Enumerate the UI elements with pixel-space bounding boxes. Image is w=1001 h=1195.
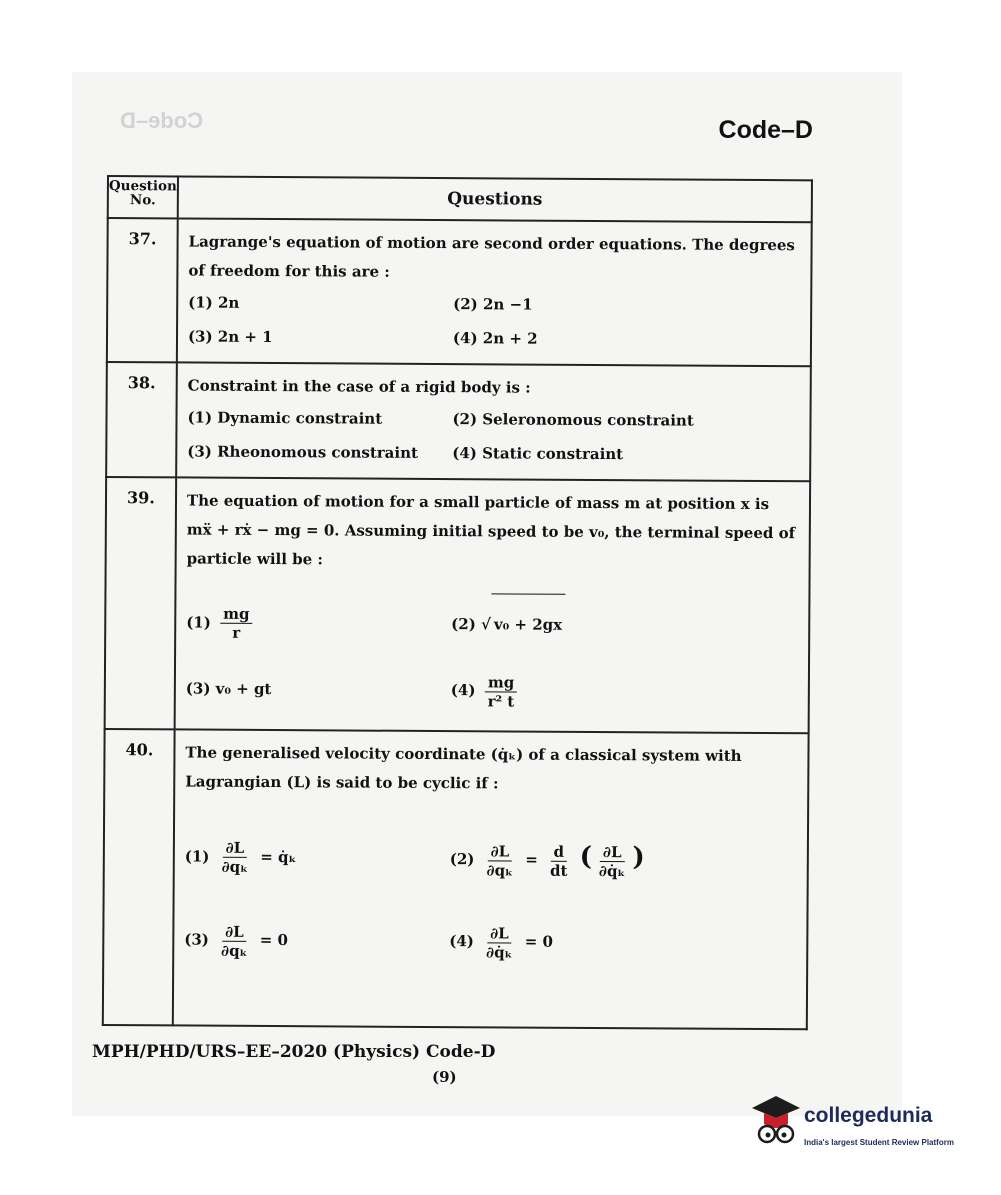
option-label: (2)	[451, 615, 476, 634]
denominator: ∂qₖ	[486, 860, 514, 879]
bleed-through-code: Code–D	[120, 108, 204, 133]
option-2: (2) 2n −1	[453, 295, 533, 314]
option-1	[186, 592, 451, 654]
numerator: ∂L	[488, 842, 513, 861]
sqrt-icon: √	[481, 615, 492, 634]
left-paren-icon: (	[579, 841, 593, 872]
question-text: Constraint in the case of a rigid body is :	[187, 376, 531, 397]
question-number: 39.	[105, 477, 176, 729]
col-question-no: Question No.	[108, 176, 178, 218]
options	[186, 591, 799, 722]
question-text: The equation of motion for a small particle of mass m at position x is	[186, 491, 770, 514]
right-paren-icon: )	[632, 842, 645, 873]
fraction	[218, 922, 251, 959]
inner-fraction	[596, 843, 629, 880]
brand-tagline: India's largest Student Review Platform	[804, 1138, 954, 1147]
page-number: (9)	[432, 1068, 457, 1086]
collegedunia-logo	[748, 1094, 954, 1154]
question-37	[107, 218, 812, 366]
denominator: r² t	[487, 691, 515, 710]
fraction	[485, 673, 518, 710]
option-label: (1)	[186, 612, 211, 632]
options	[187, 400, 799, 472]
question-number: 38.	[106, 362, 177, 477]
derivative-fraction	[547, 842, 571, 879]
option-2	[451, 593, 798, 656]
footer-title: MPH/PHD/URS–EE–2020 (Physics) Code-D	[92, 1042, 496, 1062]
option-1	[185, 826, 450, 888]
option-3	[184, 909, 449, 971]
question-text: Lagrange's equation of motion are second order equations. The degrees of freedom for this are :	[188, 232, 795, 281]
paper-code: Code–D	[718, 116, 813, 144]
option-4	[451, 660, 798, 722]
denominator: ∂qₖ	[221, 941, 248, 960]
numerator: ∂L	[223, 839, 248, 858]
question-40	[103, 729, 809, 1029]
numerator: d	[551, 842, 568, 861]
option-3: (3) v₀ + gt	[185, 679, 272, 699]
question-text: The generalised velocity coordinate (q̇ₖ) of a classical system with Lagrangian (L) is said to be cyclic if :	[185, 743, 742, 793]
fraction	[219, 839, 252, 876]
denominator: ∂q̇ₖ	[598, 861, 626, 880]
option-4: (4) 2n + 2	[452, 329, 538, 348]
option-label: (2)	[449, 850, 475, 869]
rhs: = 0	[524, 932, 554, 951]
denominator: ∂q̇ₖ	[486, 942, 513, 961]
option-4	[449, 911, 796, 973]
table-header	[108, 176, 812, 222]
rhs: = q̇ₖ	[260, 847, 297, 866]
denominator: r	[232, 623, 241, 642]
brand-name: collegedunia	[804, 1104, 933, 1127]
option-1: (1) Dynamic constraint	[187, 408, 383, 428]
denominator: dt	[549, 861, 568, 880]
numerator: ∂L	[222, 922, 247, 941]
option-3: (3) Rheonomous constraint	[187, 442, 419, 462]
col-questions: Questions	[178, 176, 812, 222]
options	[188, 285, 800, 357]
question-number: 40.	[103, 729, 175, 1025]
numerator: ∂L	[600, 843, 625, 862]
radicand: v₀ + 2gx	[491, 593, 566, 654]
numerator: ∂L	[487, 924, 512, 943]
question-equation: mẍ + rẋ − mg = 0. Assuming initial speed to be v₀, the terminal speed of particle will be :	[186, 520, 796, 569]
option-4: (4) Static constraint	[452, 444, 624, 464]
fraction	[220, 605, 253, 642]
option-2: (2) Seleronomous constraint	[452, 410, 694, 430]
fraction	[484, 842, 517, 879]
denominator: ∂qₖ	[221, 857, 249, 876]
option-label: (3)	[184, 930, 209, 949]
numerator: mg	[485, 673, 517, 692]
fraction	[483, 924, 516, 961]
graduate-mascot-icon	[748, 1094, 802, 1150]
question-38	[106, 362, 811, 481]
question-number: 37.	[107, 218, 178, 362]
rhs: = 0	[259, 930, 289, 950]
options	[184, 824, 797, 973]
numerator: mg	[220, 605, 252, 624]
option-label: (1)	[184, 846, 210, 866]
option-label: (4)	[449, 932, 474, 951]
option-3: (3) 2n + 1	[187, 327, 273, 347]
questions-table	[102, 175, 813, 1030]
option-label: (4)	[450, 681, 476, 700]
option-1: (1) 2n	[188, 293, 240, 312]
option-2	[450, 826, 797, 891]
question-39	[105, 477, 811, 733]
equals: =	[525, 850, 538, 869]
